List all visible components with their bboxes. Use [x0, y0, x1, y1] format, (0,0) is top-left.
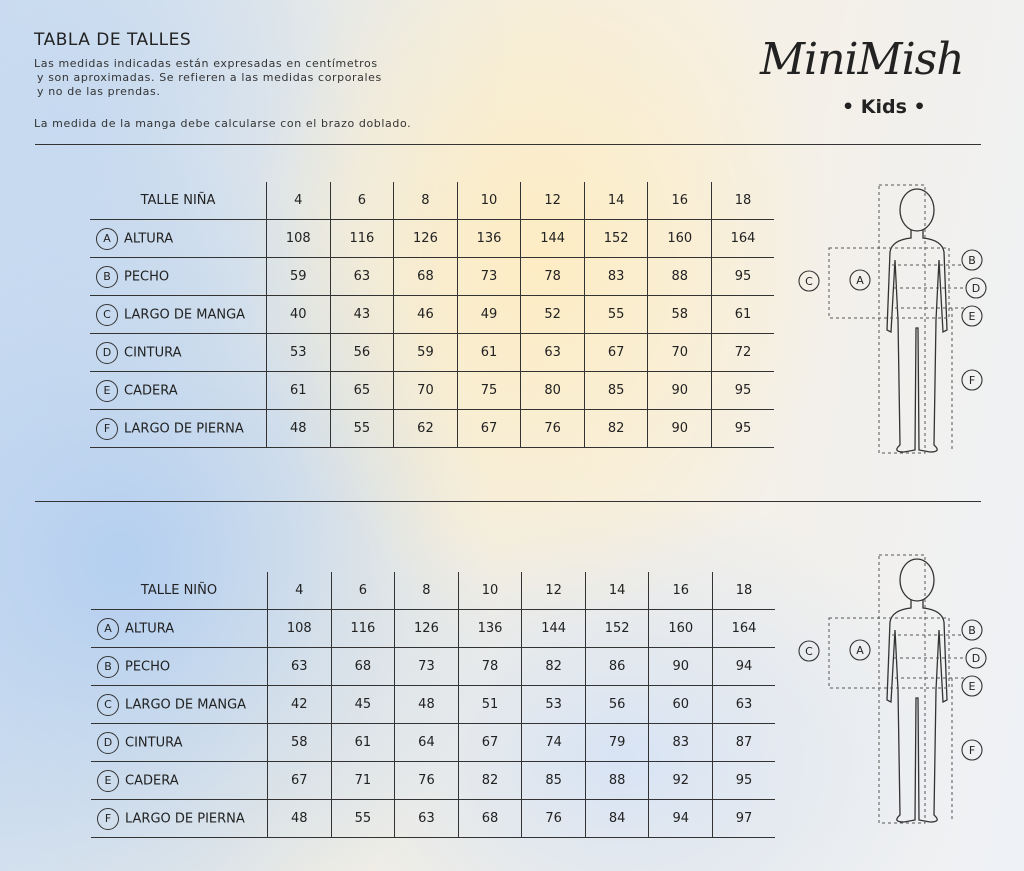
- measure-value: 70: [394, 372, 458, 410]
- measure-value: 95: [712, 258, 774, 296]
- measure-value: 68: [394, 258, 458, 296]
- measure-value: 82: [522, 648, 586, 686]
- measure-value: 59: [394, 334, 458, 372]
- size-column-header: 12: [521, 182, 585, 220]
- measure-value: 42: [268, 686, 332, 724]
- measure-letter-badge: D: [96, 342, 118, 364]
- size-column-header: 8: [395, 572, 459, 610]
- measure-label-cell: [91, 610, 268, 648]
- figure-marker: [962, 620, 982, 640]
- boys-size-table: [91, 572, 775, 838]
- measure-letter-badge: A: [97, 618, 119, 640]
- measure-value: 68: [331, 648, 395, 686]
- measure-value: 71: [331, 762, 395, 800]
- measure-value: 63: [521, 334, 585, 372]
- measure-label-cell: [90, 220, 267, 258]
- measure-value: 60: [649, 686, 713, 724]
- measure-value: 85: [584, 372, 648, 410]
- figure-marker: [799, 271, 819, 291]
- measure-label: LARGO DE MANGA: [125, 697, 247, 712]
- size-column-header: 4: [268, 572, 332, 610]
- table-row: [90, 410, 774, 448]
- figure-marker: [966, 648, 986, 668]
- measure-value: 49: [457, 296, 521, 334]
- boy-body-diagram: [792, 550, 992, 830]
- measure-value: 67: [458, 724, 522, 762]
- measure-letter-badge: B: [97, 656, 119, 678]
- measure-value: 53: [522, 686, 586, 724]
- measure-label: ALTURA: [124, 231, 174, 246]
- figure-marker-letter: C: [805, 645, 813, 658]
- measure-value: 48: [395, 686, 459, 724]
- measure-value: 94: [649, 800, 713, 838]
- measure-letter-badge: A: [96, 228, 118, 250]
- measure-value: 97: [713, 800, 775, 838]
- note-line: y son aproximadas. Se refieren a las medidas corporales: [37, 71, 382, 84]
- table-row: [91, 648, 775, 686]
- figure-marker-letter: E: [968, 310, 976, 323]
- measure-value: 64: [395, 724, 459, 762]
- figure-marker-letter: E: [968, 680, 976, 693]
- measure-value: 48: [267, 410, 331, 448]
- table-row: [91, 800, 775, 838]
- figure-marker-letter: C: [805, 275, 813, 288]
- measure-value: 72: [712, 334, 774, 372]
- measure-value: 76: [521, 410, 585, 448]
- measurement-note: [34, 57, 434, 99]
- size-column-header: 4: [267, 182, 331, 220]
- measure-value: 56: [585, 686, 649, 724]
- figure-marker: [962, 676, 982, 696]
- measure-value: 63: [268, 648, 332, 686]
- measure-label: CINTURA: [125, 735, 183, 750]
- note-line: Las medidas indicadas están expresadas en centímetros: [34, 57, 378, 70]
- figure-marker-letter: B: [968, 624, 976, 637]
- measure-value: 160: [649, 610, 713, 648]
- measure-value: 160: [648, 220, 712, 258]
- measure-value: 76: [395, 762, 459, 800]
- table-row: [90, 258, 774, 296]
- measure-value: 83: [584, 258, 648, 296]
- measure-value: 73: [457, 258, 521, 296]
- measure-value: 67: [268, 762, 332, 800]
- measure-value: 126: [395, 610, 459, 648]
- measure-value: 61: [457, 334, 521, 372]
- body-outline: [887, 600, 947, 822]
- measure-value: 95: [712, 410, 774, 448]
- measure-value: 40: [267, 296, 331, 334]
- table-row: [90, 372, 774, 410]
- measure-value: 63: [713, 686, 775, 724]
- size-column-header: 12: [522, 572, 586, 610]
- measure-value: 67: [457, 410, 521, 448]
- figure-marker-letter: D: [971, 282, 981, 295]
- measure-value: 61: [267, 372, 331, 410]
- size-column-header: 6: [330, 182, 394, 220]
- measure-value: 55: [331, 800, 395, 838]
- measure-label: CADERA: [125, 773, 179, 788]
- measure-value: 82: [458, 762, 522, 800]
- body-head: [900, 189, 934, 231]
- measure-label-cell: [91, 800, 268, 838]
- size-column-header: 10: [458, 572, 522, 610]
- measure-value: 88: [585, 762, 649, 800]
- figure-marker: [966, 278, 986, 298]
- figure-marker: [962, 306, 982, 326]
- measure-value: 46: [394, 296, 458, 334]
- measure-value: 90: [648, 372, 712, 410]
- measure-value: 126: [394, 220, 458, 258]
- measure-value: 51: [458, 686, 522, 724]
- measure-value: 152: [585, 610, 649, 648]
- measure-label-cell: [90, 410, 267, 448]
- figure-marker-letter: A: [856, 644, 864, 657]
- measure-value: 108: [267, 220, 331, 258]
- measure-value: 56: [330, 334, 394, 372]
- table-row: [90, 296, 774, 334]
- measure-value: 152: [584, 220, 648, 258]
- measure-value: 94: [713, 648, 775, 686]
- measure-value: 43: [330, 296, 394, 334]
- size-table-title: TALLE NIÑA: [140, 193, 216, 208]
- measure-letter-badge: E: [96, 380, 118, 402]
- measure-value: 52: [521, 296, 585, 334]
- measure-value: 78: [458, 648, 522, 686]
- measure-label-cell: [91, 762, 268, 800]
- measure-label: PECHO: [124, 269, 170, 284]
- size-column-header: 10: [457, 182, 521, 220]
- measure-value: 53: [267, 334, 331, 372]
- measure-value: 55: [584, 296, 648, 334]
- measure-label-cell: [91, 724, 268, 762]
- figure-marker-letter: F: [968, 744, 976, 757]
- measure-value: 95: [713, 762, 775, 800]
- measure-letter-badge: D: [97, 732, 119, 754]
- measure-label: CADERA: [124, 383, 178, 398]
- size-column-header: 6: [331, 572, 395, 610]
- size-column-header: 18: [712, 182, 774, 220]
- measure-value: 70: [648, 334, 712, 372]
- table-row: [91, 762, 775, 800]
- measure-value: 61: [712, 296, 774, 334]
- measure-value: 63: [330, 258, 394, 296]
- body-outline: [887, 230, 947, 452]
- brand-logo-sub: • Kids •: [842, 96, 926, 118]
- measure-label-cell: [91, 648, 268, 686]
- measure-value: 82: [584, 410, 648, 448]
- size-table-title: TALLE NIÑO: [140, 583, 218, 598]
- measure-value: 63: [395, 800, 459, 838]
- figure-marker-letter: B: [968, 254, 976, 267]
- measure-value: 164: [712, 220, 774, 258]
- measure-value: 83: [649, 724, 713, 762]
- measure-value: 48: [268, 800, 332, 838]
- measure-label-cell: [91, 686, 268, 724]
- figure-marker: [799, 641, 819, 661]
- figure-marker-letter: A: [856, 274, 864, 287]
- measure-value: 116: [330, 220, 394, 258]
- measure-letter-badge: E: [97, 770, 119, 792]
- measure-value: 88: [648, 258, 712, 296]
- measure-label-cell: [90, 372, 267, 410]
- divider: [35, 501, 981, 502]
- measure-value: 73: [395, 648, 459, 686]
- measure-value: 59: [267, 258, 331, 296]
- measure-value: 144: [522, 610, 586, 648]
- table-row: [90, 220, 774, 258]
- measure-value: 74: [522, 724, 586, 762]
- measure-value: 75: [457, 372, 521, 410]
- sleeve-note: La medida de la manga debe calcularse con el brazo doblado.: [34, 117, 412, 130]
- measure-value: 87: [713, 724, 775, 762]
- measure-value: 95: [712, 372, 774, 410]
- measure-value: 136: [458, 610, 522, 648]
- size-column-header: 18: [713, 572, 775, 610]
- measure-value: 90: [649, 648, 713, 686]
- measure-value: 78: [521, 258, 585, 296]
- measure-value: 136: [457, 220, 521, 258]
- measure-label: CINTURA: [124, 345, 182, 360]
- measure-label-cell: [90, 296, 267, 334]
- figure-marker: [962, 370, 982, 390]
- measure-label: PECHO: [125, 659, 171, 674]
- note-line: y no de las prendas.: [37, 85, 161, 98]
- measure-label: LARGO DE PIERNA: [124, 421, 244, 436]
- figure-marker: [962, 740, 982, 760]
- table-row: [90, 334, 774, 372]
- measure-value: 116: [331, 610, 395, 648]
- measure-value: 45: [331, 686, 395, 724]
- measure-value: 144: [521, 220, 585, 258]
- measure-value: 84: [585, 800, 649, 838]
- measure-value: 58: [268, 724, 332, 762]
- measure-value: 67: [584, 334, 648, 372]
- measure-value: 86: [585, 648, 649, 686]
- body-head: [900, 559, 934, 601]
- brand-logo: [760, 34, 992, 124]
- table-row: [91, 610, 775, 648]
- girls-size-table: [90, 182, 774, 448]
- measure-value: 92: [649, 762, 713, 800]
- measure-value: 68: [458, 800, 522, 838]
- size-column-header: 16: [649, 572, 713, 610]
- figure-marker: [850, 270, 870, 290]
- girl-body-diagram: [792, 180, 992, 460]
- table-row: [91, 686, 775, 724]
- measure-value: 65: [330, 372, 394, 410]
- figure-marker: [850, 640, 870, 660]
- measure-value: 58: [648, 296, 712, 334]
- figure-marker-letter: F: [968, 374, 976, 387]
- measure-value: 79: [585, 724, 649, 762]
- measure-value: 80: [521, 372, 585, 410]
- divider: [35, 144, 981, 145]
- measure-letter-badge: B: [96, 266, 118, 288]
- page-title: TABLA DE TALLES: [34, 30, 192, 50]
- size-column-header: 8: [394, 182, 458, 220]
- measure-label: ALTURA: [125, 621, 175, 636]
- measure-value: 85: [522, 762, 586, 800]
- figure-marker-letter: D: [971, 652, 981, 665]
- size-column-header: 14: [585, 572, 649, 610]
- measure-value: 108: [268, 610, 332, 648]
- measure-label: LARGO DE MANGA: [124, 307, 246, 322]
- measure-label-cell: [90, 334, 267, 372]
- brand-logo-script: MiniMish: [760, 34, 964, 85]
- measure-label-cell: [90, 258, 267, 296]
- measure-letter-badge: C: [96, 304, 118, 326]
- figure-marker: [962, 250, 982, 270]
- measure-value: 164: [713, 610, 775, 648]
- measure-value: 76: [522, 800, 586, 838]
- measure-value: 62: [394, 410, 458, 448]
- measure-label: LARGO DE PIERNA: [125, 811, 245, 826]
- measure-value: 55: [330, 410, 394, 448]
- measure-value: 90: [648, 410, 712, 448]
- size-column-header: 16: [648, 182, 712, 220]
- size-column-header: 14: [584, 182, 648, 220]
- measure-letter-badge: C: [97, 694, 119, 716]
- measure-value: 61: [331, 724, 395, 762]
- measure-letter-badge: F: [96, 418, 118, 440]
- measure-letter-badge: F: [97, 808, 119, 830]
- table-row: [91, 724, 775, 762]
